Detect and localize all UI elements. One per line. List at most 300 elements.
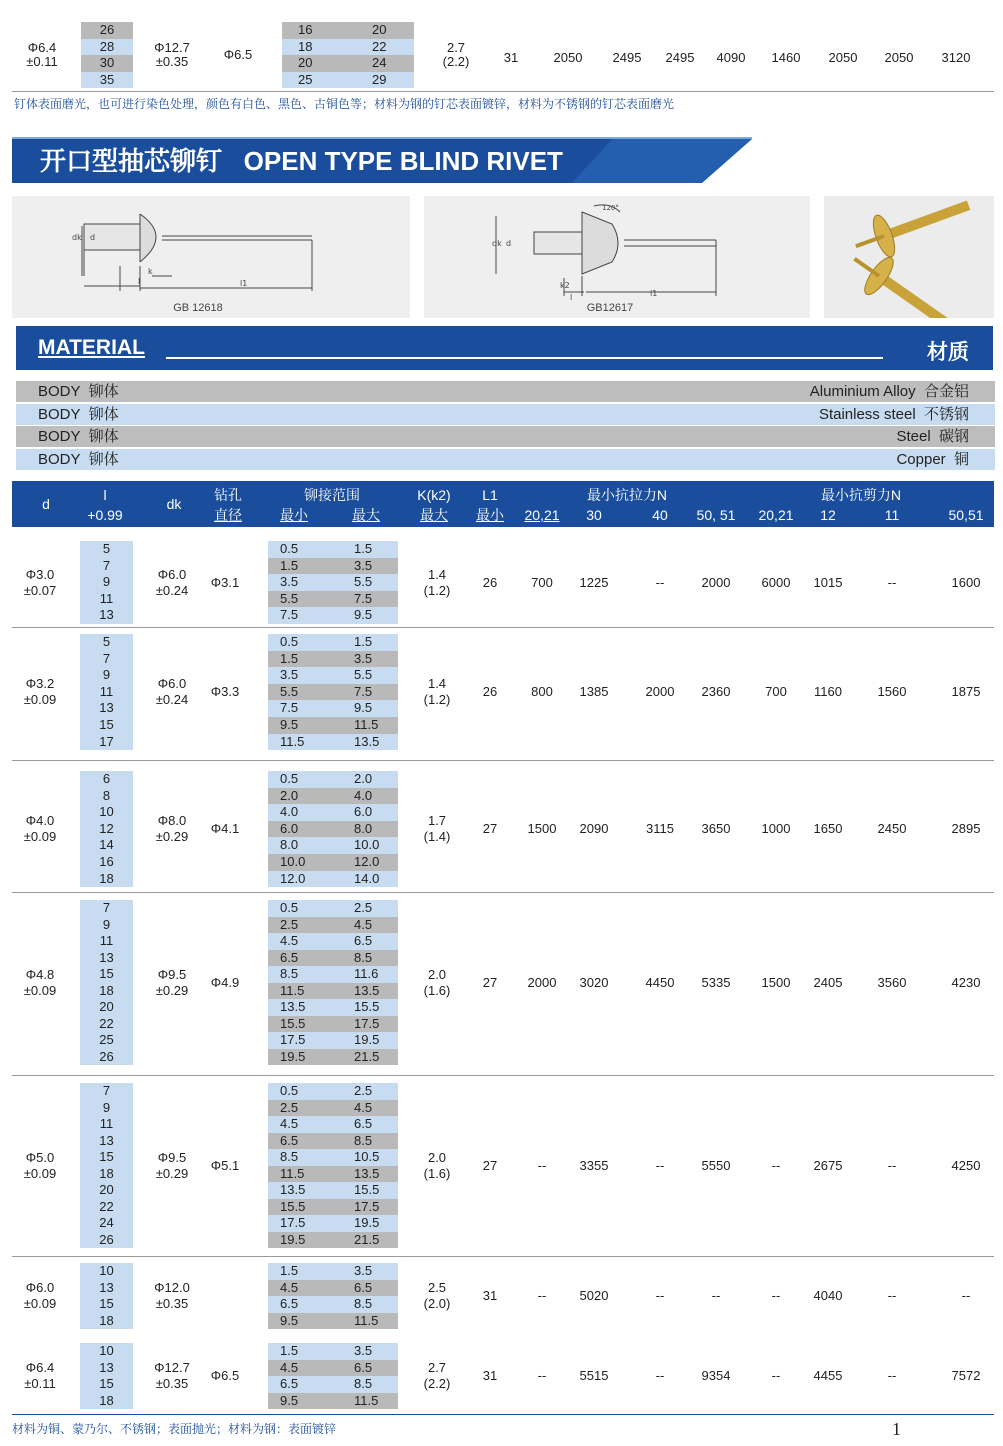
top-grip-max: 29	[372, 71, 387, 87]
l-cell: 7	[80, 651, 133, 668]
grip-max: 6.0	[354, 804, 373, 820]
grip-max: 6.5	[354, 1116, 373, 1131]
figure-gb12618	[12, 196, 410, 318]
grip-max: 21.5	[354, 1048, 380, 1064]
grip-row	[268, 821, 398, 838]
grip-max: 3.5	[354, 1263, 373, 1278]
grip-row	[268, 1166, 398, 1183]
grip-max: 1.5	[354, 541, 373, 556]
k-cell: 1.7 (1.4)	[423, 813, 451, 845]
value-cell: 5335	[701, 974, 731, 990]
l-cell: 13	[80, 1280, 133, 1297]
header-col: 20,21	[524, 507, 560, 523]
grip-min: 6.5	[280, 1376, 299, 1391]
grip-max: 17.5	[354, 1198, 380, 1214]
value-cell: 5515	[579, 1368, 609, 1383]
top-grip-row	[282, 55, 414, 72]
group-divider	[12, 892, 994, 893]
fig1-label-l: l	[138, 277, 141, 286]
grip-max: 5.5	[354, 574, 373, 590]
grip-row	[268, 1149, 398, 1166]
grip-min: 2.5	[280, 916, 299, 932]
value-cell: 3115	[646, 821, 674, 837]
fig2-label-dk: dk	[492, 239, 502, 248]
dk-cell: Φ9.5 ±0.29	[155, 1149, 189, 1181]
grip-min: 8.0	[280, 837, 299, 853]
value-cell: --	[887, 1368, 897, 1383]
top-val: 1460	[771, 50, 801, 65]
grip-max: 6.5	[354, 933, 373, 948]
top-l-cell: 35	[81, 72, 133, 89]
top-val: 2495	[612, 50, 642, 65]
l-cell: 7	[80, 558, 133, 575]
fig2-label-l1: l1	[650, 289, 658, 298]
grip-max: 2.0	[354, 771, 373, 786]
top-note: 钉体表面磨光，也可进行染色处理，颜色有白色、黑色、古铜色等；材料为钢的钉芯表面镀锌，材料为不锈钢的钉芯表面磨光	[14, 97, 675, 111]
L1-cell: 31	[482, 1368, 498, 1383]
grip-min: 9.5	[280, 1312, 299, 1328]
dk-cell: Φ12.0 ±0.35	[154, 1280, 190, 1311]
value-cell: 2000	[701, 574, 731, 590]
grip-min: 11.5	[280, 1165, 305, 1181]
figure-gb12617	[424, 196, 810, 318]
grip-min: 4.0	[280, 804, 299, 820]
value-cell: 1650	[813, 821, 843, 837]
grip-row	[268, 900, 398, 917]
material-title-cn: 材质	[927, 341, 969, 364]
grip-row	[268, 771, 398, 788]
rivet-photo-illustration	[824, 196, 994, 318]
header-col: 50, 51	[696, 507, 736, 523]
top-val: 2495	[665, 50, 695, 65]
grip-max: 2.5	[354, 1083, 373, 1098]
top-divider	[12, 91, 994, 92]
grip-row	[268, 950, 398, 967]
grip-min: 0.5	[280, 1083, 299, 1098]
header-shear: 最小抗剪力N	[820, 487, 902, 503]
grip-min: 5.5	[280, 683, 299, 699]
grip-min: 5.5	[280, 590, 299, 606]
grip-row	[268, 634, 398, 651]
grip-max: 1.5	[354, 634, 373, 649]
l-cell: 22	[80, 1016, 133, 1033]
dk-cell: Φ9.5 ±0.29	[155, 966, 189, 998]
fig1-label-k: k	[148, 267, 153, 276]
value-cell: --	[887, 574, 897, 590]
l-cell: 5	[80, 541, 133, 558]
group-divider	[12, 1075, 994, 1076]
k-cell: 1.4 (1.2)	[423, 676, 451, 708]
grip-min: 8.5	[280, 966, 299, 981]
l-cell: 17	[80, 734, 133, 751]
top-grip-min: 20	[298, 55, 313, 70]
header-dk: dk	[166, 496, 182, 512]
L1-cell: 27	[482, 821, 498, 837]
grip-min: 0.5	[280, 771, 299, 786]
grip-max: 8.5	[354, 949, 373, 965]
grip-row	[268, 558, 398, 575]
grip-max: 2.5	[354, 900, 373, 915]
value-cell: 1875	[951, 684, 981, 700]
value-cell: 5550	[701, 1157, 731, 1173]
hole-cell: Φ4.1	[210, 821, 240, 837]
l-cell: 18	[80, 871, 133, 888]
grip-max: 19.5	[354, 1215, 380, 1230]
value-cell: 700	[765, 684, 787, 700]
value-cell: 1160	[814, 684, 842, 700]
value-cell: --	[537, 1288, 547, 1303]
value-cell: 2405	[813, 974, 843, 990]
value-cell: 2000	[645, 684, 675, 700]
value-cell: --	[655, 574, 665, 590]
grip-max: 17.5	[354, 1015, 380, 1031]
top-val: 2050	[553, 50, 583, 65]
value-cell: 2360	[701, 684, 731, 700]
l-cell: 15	[80, 1376, 133, 1393]
top-l-cell: 26	[81, 22, 133, 39]
grip-row	[268, 1313, 398, 1330]
value-cell: 1500	[527, 821, 557, 837]
group-divider	[12, 627, 994, 628]
grip-row	[268, 717, 398, 734]
grip-row	[268, 651, 398, 668]
l-cell: 7	[80, 1083, 133, 1100]
grip-max: 15.5	[354, 1182, 380, 1197]
grip-row	[268, 684, 398, 701]
grip-max: 12.0	[354, 854, 380, 869]
grip-min: 8.5	[280, 1149, 299, 1164]
top-dk: Φ12.7 ±0.35	[154, 40, 190, 69]
rivet-photo	[824, 196, 994, 318]
header-grip-min: 最小	[280, 507, 308, 523]
top-grip-row	[282, 72, 414, 89]
grip-row	[268, 788, 398, 805]
l-cell: 22	[80, 1199, 133, 1216]
figure-caption-gb12618: GB 12618	[173, 302, 223, 314]
l-cell: 9	[80, 917, 133, 934]
material-value: Aluminium Alloy 合金铝	[809, 383, 969, 400]
grip-row	[268, 1199, 398, 1216]
grip-row	[268, 574, 398, 591]
grip-row	[268, 1032, 398, 1049]
grip-min: 19.5	[280, 1231, 306, 1247]
value-cell: 7572	[951, 1368, 981, 1383]
value-cell: 1560	[877, 684, 907, 700]
l-cell: 25	[80, 1032, 133, 1049]
top-grip-min: 16	[298, 22, 313, 37]
l-cell: 13	[80, 700, 133, 717]
material-row	[16, 426, 995, 447]
grip-row	[268, 1100, 398, 1117]
dk-cell: Φ12.7 ±0.35	[154, 1360, 190, 1391]
value-cell: 800	[531, 684, 553, 700]
k-cell: 2.0 (1.6)	[423, 966, 451, 998]
grip-min: 0.5	[280, 900, 299, 915]
material-row	[16, 449, 995, 470]
grip-max: 4.5	[354, 916, 373, 932]
top-grip-max: 22	[372, 38, 387, 54]
material-row	[16, 404, 995, 425]
grip-min: 1.5	[280, 1263, 299, 1278]
l-cell: 10	[80, 1343, 133, 1360]
hole-cell: Φ4.9	[210, 974, 240, 990]
value-cell: --	[655, 1157, 665, 1173]
top-d: Φ6.4 ±0.11	[26, 40, 58, 69]
value-cell: 700	[531, 574, 553, 590]
value-cell: 3560	[877, 974, 907, 990]
grip-min: 4.5	[280, 1279, 299, 1295]
dk-cell: Φ8.0 ±0.29	[155, 813, 189, 845]
top-l-cell: 28	[81, 39, 133, 56]
top-grip-max: 20	[372, 22, 387, 37]
grip-row	[268, 1296, 398, 1313]
grip-row	[268, 541, 398, 558]
value-cell: 1225	[579, 574, 609, 590]
L1-cell: 27	[482, 974, 498, 990]
bottom-rule	[12, 1414, 994, 1415]
grip-min: 19.5	[280, 1048, 306, 1064]
l-cell: 18	[80, 1393, 133, 1410]
grip-min: 17.5	[280, 1032, 306, 1047]
value-cell: --	[771, 1368, 781, 1383]
d-cell: Φ4.8 ±0.09	[23, 966, 57, 998]
grip-row	[268, 1116, 398, 1133]
material-title: MATERIAL	[38, 336, 145, 359]
d-cell: Φ5.0 ±0.09	[23, 1149, 57, 1181]
grip-max: 9.5	[354, 607, 373, 623]
value-cell: 2675	[813, 1157, 843, 1173]
grip-row	[268, 607, 398, 624]
material-value: Stainless steel 不锈钢	[818, 405, 969, 423]
header-l: l	[103, 487, 107, 503]
material-underline	[166, 357, 883, 359]
value-cell: 1000	[761, 821, 791, 837]
grip-min: 4.5	[280, 933, 299, 948]
grip-row	[268, 1182, 398, 1199]
rivet-drawing-gb12618	[12, 196, 410, 318]
l-cell: 13	[80, 607, 133, 624]
l-cell: 26	[80, 1232, 133, 1249]
l-cell: 14	[80, 837, 133, 854]
header-col: 11	[884, 507, 900, 523]
L1-cell: 26	[482, 574, 498, 590]
l-cell: 15	[80, 1296, 133, 1313]
grip-min: 1.5	[280, 557, 299, 573]
grip-row	[268, 1083, 398, 1100]
l-cell: 11	[80, 1116, 133, 1133]
top-k: 2.7 (2.2)	[442, 40, 470, 69]
value-cell: --	[887, 1157, 897, 1173]
grip-min: 6.5	[280, 1296, 299, 1311]
l-cell: 10	[80, 804, 133, 821]
top-l-cell: 30	[81, 55, 133, 72]
l-cell: 13	[80, 1360, 133, 1377]
grip-min: 17.5	[280, 1215, 306, 1230]
grip-min: 3.5	[280, 574, 299, 590]
grip-row	[268, 1232, 398, 1249]
grip-row	[268, 1263, 398, 1280]
value-cell: 5020	[579, 1288, 609, 1303]
grip-min: 1.5	[280, 1343, 299, 1358]
value-cell: --	[537, 1368, 547, 1383]
top-grip-row	[282, 39, 414, 56]
fig1-label-d: d	[90, 233, 96, 242]
l-cell: 15	[80, 717, 133, 734]
grip-row	[268, 700, 398, 717]
l-cell: 9	[80, 1100, 133, 1117]
grip-min: 3.5	[280, 667, 299, 683]
grip-row	[268, 871, 398, 888]
grip-min: 13.5	[280, 1182, 306, 1197]
d-cell: Φ3.2 ±0.09	[23, 676, 57, 708]
value-cell: --	[771, 1288, 781, 1303]
value-cell: 4450	[645, 974, 675, 990]
header-k: K(k2)	[417, 487, 451, 503]
fig2-label-k2: k2	[560, 281, 570, 290]
grip-min: 12.0	[280, 870, 306, 886]
hole-cell: Φ5.1	[210, 1157, 240, 1173]
top-val: 2050	[884, 50, 914, 65]
l-cell: 13	[80, 950, 133, 967]
header-l-tol: +0.99	[87, 507, 123, 523]
value-cell: 2000	[527, 974, 557, 990]
grip-max: 10.5	[354, 1149, 380, 1164]
grip-row	[268, 804, 398, 821]
grip-min: 2.5	[280, 1099, 299, 1115]
grip-max: 6.5	[354, 1359, 373, 1375]
group-divider	[12, 760, 994, 761]
header-tensile: 最小抗拉力N	[586, 487, 668, 503]
l-cell: 5	[80, 634, 133, 651]
grip-max: 3.5	[354, 650, 373, 666]
material-row	[16, 381, 995, 402]
grip-min: 2.0	[280, 787, 299, 803]
top-grip-row	[282, 22, 414, 39]
l-cell: 18	[80, 1166, 133, 1183]
grip-min: 6.5	[280, 1132, 299, 1148]
grip-min: 4.5	[280, 1359, 299, 1375]
fig2-label-l: l	[570, 293, 573, 302]
grip-row	[268, 854, 398, 871]
grip-max: 4.0	[354, 787, 373, 803]
grip-max: 19.5	[354, 1032, 380, 1047]
l-cell: 20	[80, 999, 133, 1016]
material-body-label: BODY 铆体	[38, 383, 119, 400]
value-cell: 2450	[877, 821, 907, 837]
grip-max: 8.0	[354, 820, 373, 836]
value-cell: --	[655, 1288, 665, 1303]
l-cell: 15	[80, 966, 133, 983]
material-body-label: BODY 铆体	[38, 450, 119, 468]
material-body-label: BODY 铆体	[38, 428, 119, 445]
value-cell: 6000	[761, 574, 791, 590]
header-hole-2: 直径	[214, 507, 242, 523]
header-col: 50,51	[948, 507, 984, 523]
top-val: 4090	[716, 50, 746, 65]
grip-max: 7.5	[354, 683, 373, 699]
fig2-label-d: d	[506, 239, 512, 248]
grip-max: 8.5	[354, 1376, 373, 1391]
grip-max: 9.5	[354, 700, 373, 716]
top-grip-max: 24	[372, 55, 387, 70]
l-cell: 6	[80, 771, 133, 788]
value-cell: --	[711, 1288, 721, 1303]
grip-max: 11.5	[354, 1312, 379, 1328]
grip-row	[268, 1393, 398, 1410]
grip-max: 8.5	[354, 1132, 373, 1148]
dk-cell: Φ6.0 ±0.24	[155, 676, 189, 708]
grip-row	[268, 999, 398, 1016]
value-cell: 2090	[579, 821, 609, 837]
grip-row	[268, 1133, 398, 1150]
grip-max: 11.5	[354, 1392, 379, 1408]
hole-cell: Φ3.1	[210, 574, 240, 590]
l-cell: 20	[80, 1182, 133, 1199]
grip-min: 7.5	[280, 700, 299, 716]
l-cell: 9	[80, 574, 133, 591]
d-cell: Φ6.4 ±0.11	[24, 1360, 56, 1391]
k-cell: 2.5 (2.0)	[423, 1280, 451, 1311]
value-cell: 1015	[813, 574, 843, 590]
value-cell: --	[771, 1157, 781, 1173]
grip-row	[268, 933, 398, 950]
value-cell: 9354	[701, 1368, 731, 1383]
grip-max: 13.5	[354, 982, 380, 998]
grip-max: 6.5	[354, 1279, 373, 1295]
header-grip-title: 铆接范围	[304, 487, 360, 503]
value-cell: 3020	[579, 974, 609, 990]
grip-max: 11.5	[354, 717, 379, 732]
L1-cell: 27	[482, 1157, 498, 1173]
grip-row	[268, 966, 398, 983]
header-k-max: 最大	[420, 507, 448, 523]
top-grip-min: 25	[298, 71, 313, 87]
grip-max: 8.5	[354, 1296, 373, 1311]
grip-min: 7.5	[280, 607, 299, 623]
grip-min: 4.5	[280, 1116, 299, 1131]
grip-max: 13.5	[354, 1165, 380, 1181]
grip-max: 11.6	[354, 966, 379, 981]
value-cell: 4455	[813, 1368, 843, 1383]
grip-min: 15.5	[280, 1015, 306, 1031]
figure-caption-gb12617: GB12617	[586, 302, 634, 314]
grip-min: 9.5	[280, 717, 299, 732]
hole-cell: Φ3.3	[210, 684, 240, 700]
value-cell: 3355	[579, 1157, 609, 1173]
value-cell: 3650	[701, 821, 731, 837]
grip-max: 15.5	[354, 999, 380, 1014]
grip-min: 6.5	[280, 949, 299, 965]
fig2-label-angle: 120°	[602, 204, 619, 212]
banner-title: 开口型抽芯铆钉 OPEN TYPE BLIND RIVET	[40, 146, 563, 176]
top-grip-min: 18	[298, 38, 313, 54]
header-col: 30	[586, 507, 602, 523]
d-cell: Φ3.0 ±0.07	[23, 566, 57, 598]
grip-row	[268, 1376, 398, 1393]
header-grip-max: 最大	[352, 507, 380, 523]
header-d: d	[42, 496, 50, 512]
grip-max: 13.5	[354, 733, 380, 749]
l-cell: 18	[80, 1313, 133, 1330]
header-col: 20,21	[758, 507, 794, 523]
l-cell: 11	[80, 591, 133, 608]
top-hole: Φ6.5	[223, 47, 253, 62]
grip-max: 7.5	[354, 590, 373, 606]
hole-cell: Φ6.5	[210, 1368, 240, 1383]
l-cell: 8	[80, 788, 133, 805]
grip-min: 1.5	[280, 650, 299, 666]
grip-max: 3.5	[354, 557, 373, 573]
